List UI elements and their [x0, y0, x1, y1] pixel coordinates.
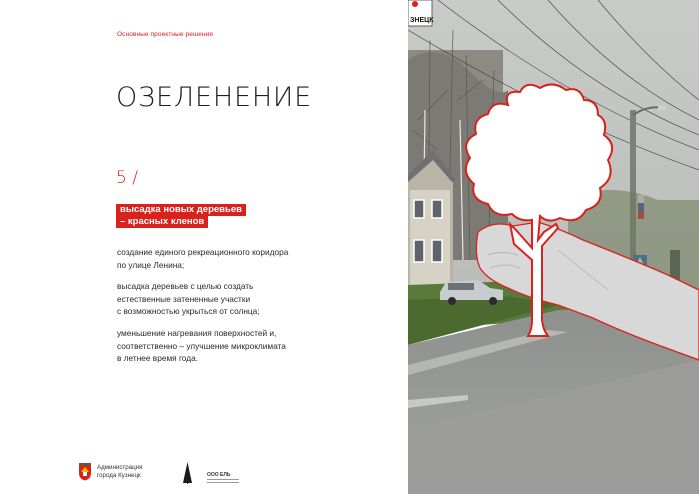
city-sign: [408, 0, 434, 26]
description: [117, 246, 347, 374]
paragraph-1: создание единого рекреационного коридора по улице Ленина;: [117, 247, 289, 270]
page-title: ОЗЕЛЕНЕНИЕ: [116, 82, 312, 113]
city-coat-of-arms-icon: [78, 463, 92, 481]
admin-name: Администрация города Кузнецк: [97, 464, 143, 479]
highlight-heading: [116, 204, 246, 228]
photo-illustration: [408, 0, 699, 494]
item-number: 5 /: [116, 168, 138, 188]
paragraph-2: высадка деревьев с целью создать естественные затененные участки с возможностью укрыться от солнца;: [117, 281, 260, 317]
highlight-line-2: – красных кленов: [116, 216, 208, 228]
section-label: Основные проектные решения: [117, 31, 213, 38]
house: [408, 150, 456, 290]
street-photo: [408, 0, 699, 494]
highlight-line-1: высадка новых деревьев: [116, 204, 246, 216]
company-subtitle-lines: [207, 479, 239, 484]
company-name: ООО ЕЛЬ: [207, 472, 231, 478]
sign-text: ЗНЕЦК: [410, 17, 434, 24]
paragraph-3: уменьшение нагревания поверхностей и, соответственно – улучшение микроклимата в летнее время года.: [117, 327, 286, 364]
spruce-logo-icon: [183, 462, 192, 484]
